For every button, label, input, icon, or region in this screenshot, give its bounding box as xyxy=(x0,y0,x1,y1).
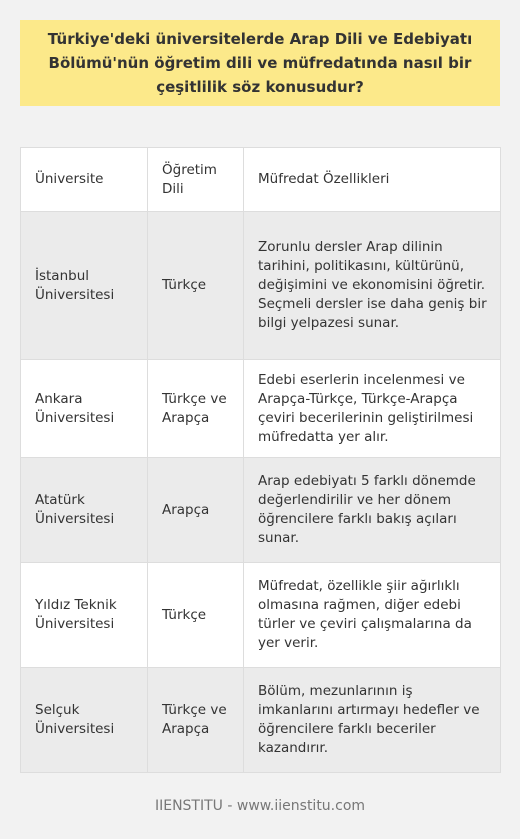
language-cell: Türkçe ve Arapça xyxy=(148,360,244,458)
language-cell: Türkçe xyxy=(148,563,244,668)
curriculum-cell: Zorunlu dersler Arap dilinin tarihini, politikasını, kültürünü, değişimini ve ekonomisini öğretir. Seçmeli dersler ise daha geniş bir bilgi yelpazesi sunar. xyxy=(244,212,501,360)
curriculum-cell: Arap edebiyatı 5 farklı dönemde değerlendirilir ve her dönem öğrencilere farklı bakış açıları sunar. xyxy=(244,458,501,563)
title-banner xyxy=(20,20,500,106)
language-cell: Arapça xyxy=(148,458,244,563)
footer-credit: IIENSTITU - www.iienstitu.com xyxy=(154,798,366,814)
table-row xyxy=(21,668,501,773)
header-curriculum: Müfredat Özellikleri xyxy=(244,148,501,212)
university-table xyxy=(20,147,501,773)
header-language: Öğretim Dili xyxy=(148,148,244,212)
table-row xyxy=(21,360,501,458)
university-cell: Atatürk Üniversitesi xyxy=(21,458,148,563)
table-row xyxy=(21,563,501,668)
language-cell: Türkçe ve Arapça xyxy=(148,668,244,773)
table-row xyxy=(21,458,501,563)
curriculum-cell: Müfredat, özellikle şiir ağırlıklı olmasına rağmen, diğer edebi türler ve çeviri çalışmalarına da yer verir. xyxy=(244,563,501,668)
university-cell: Ankara Üniversitesi xyxy=(21,360,148,458)
header-university: Üniversite xyxy=(21,148,148,212)
table-header-row xyxy=(21,148,501,212)
university-cell: Selçuk Üniversitesi xyxy=(21,668,148,773)
table-row xyxy=(21,212,501,360)
curriculum-cell: Edebi eserlerin incelenmesi ve Arapça-Türkçe, Türkçe-Arapça çeviri becerilerinin geliştirilmesi müfredatta yer alır. xyxy=(244,360,501,458)
curriculum-cell: Bölüm, mezunlarının iş imkanlarını artırmayı hedefler ve öğrencilere farklı beceriler kazandırır. xyxy=(244,668,501,773)
language-cell: Türkçe xyxy=(148,212,244,360)
university-cell: Yıldız Teknik Üniversitesi xyxy=(21,563,148,668)
page-title: Türkiye'deki üniversitelerde Arap Dili ve Edebiyatı Bölümü'nün öğretim dili ve müfredatında nasıl bir çeşitlilik söz konusudur? xyxy=(47,30,473,96)
university-cell: İstanbul Üniversitesi xyxy=(21,212,148,360)
